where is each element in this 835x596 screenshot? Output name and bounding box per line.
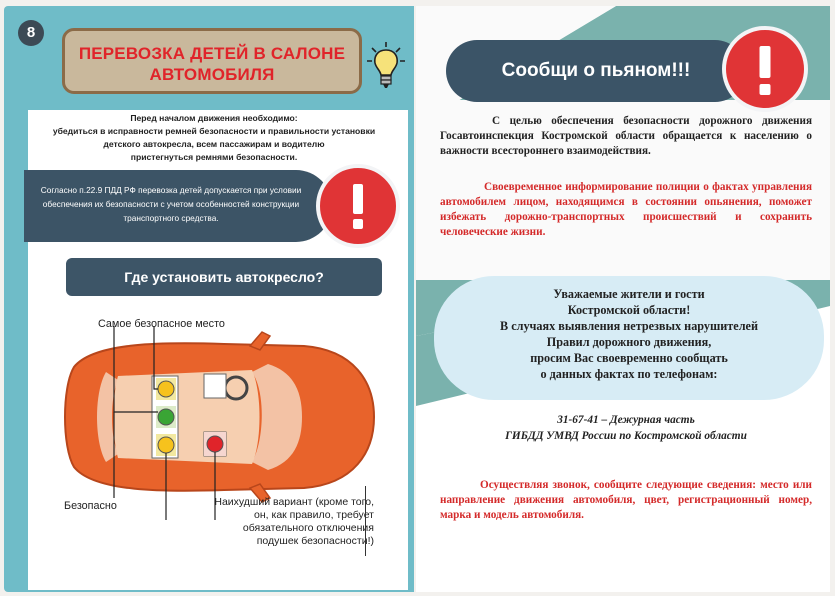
phone-info	[436, 412, 816, 444]
car-diagram	[54, 312, 384, 522]
title-line-1: ПЕРЕВОЗКА ДЕТЕЙ В САЛОНЕ	[78, 44, 346, 63]
lightbulb-icon	[366, 40, 406, 92]
rule-callout	[24, 170, 332, 242]
intro-line: пристегнуться ремнями безопасности.	[130, 152, 298, 162]
rule-text: Согласно п.22.9 ПДД РФ перевозка детей допускается при условии обеспечения их безопасности с учетом особенностей конструкции транспортного средства.	[40, 185, 302, 223]
page-title	[62, 28, 362, 94]
appeal-line: Правил дорожного движения,	[546, 335, 712, 349]
intro-line: Перед началом движения необходимо:	[130, 113, 298, 123]
intro-line: детского автокресла, всем пассажирам и водителю	[103, 139, 325, 149]
paragraph-intro: С целью обеспечения безопасности дорожного движения Госавтоинспекция Костромской области обращается к населению о важности всестороннего взаимодействия.	[440, 115, 812, 157]
paragraph-call-info: Осуществляя звонок, сообщите следующие сведения: место или направление движения автомобиля, цвет, регистрационный номер, марка и модель автомобиля.	[440, 479, 812, 521]
phone-line: ГИБДД УМВД России по Костромской области	[505, 430, 747, 442]
label-safest: Самое безопасное место	[98, 318, 225, 330]
appeal-line: В случаях выявления нетрезвых нарушителей	[500, 319, 758, 333]
label-worst: Наихудший вариант (кроме того, он, как правило, требует обязательного отключения подушек безопасности!)	[214, 496, 374, 547]
appeal-line: просим Вас своевременно сообщать	[530, 351, 728, 365]
title-line-2: АВТОМОБИЛЯ	[149, 65, 275, 84]
intro-line: убедиться в исправности ремней безопасности и правильности установки	[52, 126, 376, 136]
report-heading: Сообщи о пьяном!!!	[446, 40, 746, 102]
appeal-line: о данных фактах по телефонам:	[540, 367, 718, 381]
exclamation-icon	[316, 164, 400, 248]
label-safe: Безопасно	[64, 500, 117, 512]
appeal-box	[434, 276, 824, 400]
exclamation-icon	[722, 26, 808, 112]
worst-bracket	[362, 486, 366, 556]
phone-line: 31-67-41 – Дежурная часть	[557, 414, 695, 426]
page-number: 8	[18, 20, 44, 46]
appeal-line: Костромской области!	[567, 303, 691, 317]
paragraph-warning: Своевременное информирование полиции о фактах управления автомобилем лицом, находящимся в состоянии опьянения, поможет избежать дорожно-транспортных происшествий и сохранить человеческие жизни.	[440, 181, 812, 238]
where-heading: Где установить автокресло?	[66, 258, 382, 296]
appeal-text	[434, 286, 824, 382]
appeal-line: Уважаемые жители и гости	[553, 287, 705, 301]
intro-text	[24, 112, 404, 164]
